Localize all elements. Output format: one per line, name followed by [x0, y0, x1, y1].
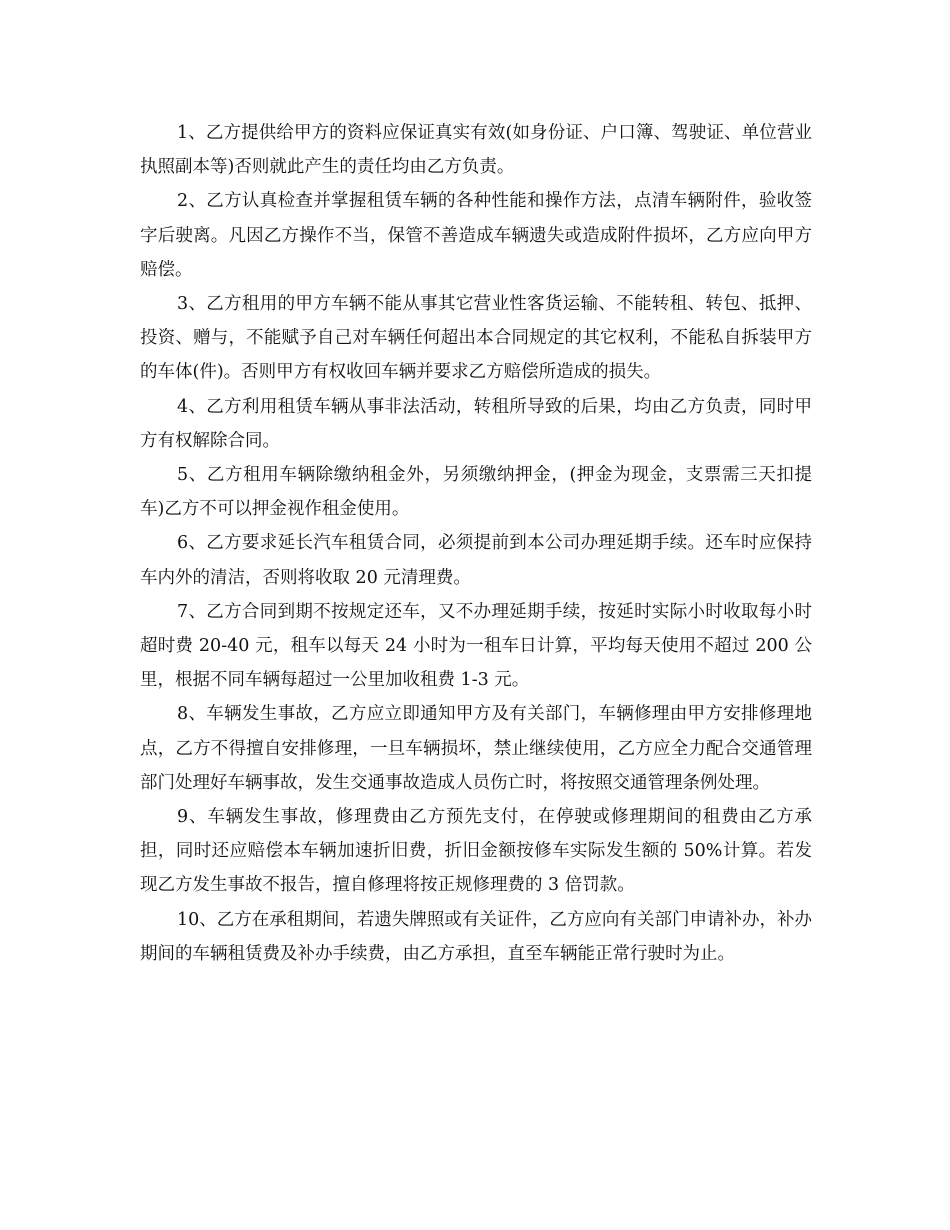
- clause-7: 7、乙方合同到期不按规定还车，又不办理延期手续，按延时实际小时收取每小时超时费 20-40 元，租车以每天 24 小时为一租车日计算，平均每天使用不超过 200 公里，根据不同车辆每超过一公里加收租费 1-3 元。: [140, 601, 812, 691]
- clause-4: 4、乙方利用租赁车辆从事非法活动，转租所导致的后果，均由乙方负责，同时甲方有权解除合同。: [140, 396, 812, 451]
- clause-2: 2、乙方认真检查并掌握租赁车辆的各种性能和操作方法，点清车辆附件，验收签字后驶离。凡因乙方操作不当，保管不善造成车辆遗失或造成附件损坏，乙方应向甲方赔偿。: [140, 191, 812, 280]
- clause-5: 5、乙方租用车辆除缴纳租金外，另须缴纳押金，(押金为现金，支票需三天扣提车)乙方不可以押金视作租金使用。: [140, 465, 812, 520]
- contract-page: [140, 116, 812, 971]
- clause-8: 8、车辆发生事故，乙方应立即通知甲方及有关部门，车辆修理由甲方安排修理地点，乙方不得擅自安排修理，一旦车辆损坏，禁止继续使用，乙方应全力配合交通管理部门处理好车辆事故，发生交通事故造成人员伤亡时，将按照交通管理条例处理。: [140, 704, 812, 793]
- clause-9: 9、车辆发生事故，修理费由乙方预先支付，在停驶或修理期间的租费由乙方承担，同时还应赔偿本车辆加速折旧费，折旧金额按修车实际发生额的 50%计算。若发现乙方发生事故不报告，擅自修理将按正规修理费的 3 倍罚款。: [140, 807, 812, 896]
- clause-10: 10、乙方在承租期间，若遗失牌照或有关证件，乙方应向有关部门申请补办，补办期间的车辆租赁费及补办手续费，由乙方承担，直至车辆能正常行驶时为止。: [140, 909, 812, 964]
- clause-3: 3、乙方租用的甲方车辆不能从事其它营业性客货运输、不能转租、转包、抵押、投资、赠与，不能赋予自己对车辆任何超出本合同规定的其它权利，不能私自拆装甲方的车体(件)。否则甲方有权收回车辆并要求乙方赔偿所造成的损失。: [140, 294, 812, 383]
- clause-1: 1、乙方提供给甲方的资料应保证真实有效(如身份证、户口簿、驾驶证、单位营业执照副本等)否则就此产生的责任均由乙方负责。: [140, 123, 812, 178]
- clause-6: 6、乙方要求延长汽车租赁合同，必须提前到本公司办理延期手续。还车时应保持车内外的清洁，否则将收取 20 元清理费。: [140, 533, 812, 588]
